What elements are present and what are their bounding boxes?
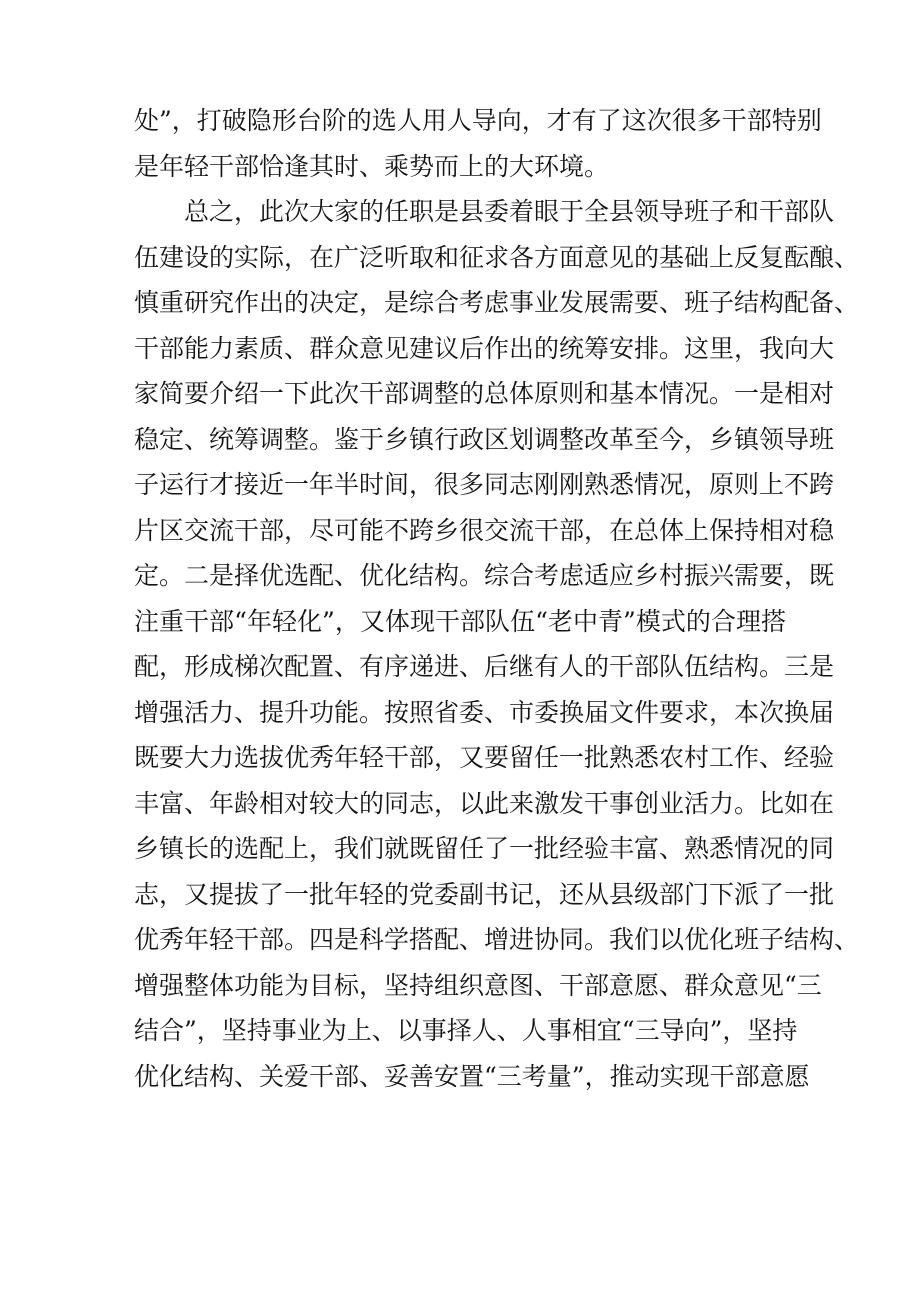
text-line: 慎重研究作出的决定，是综合考虑事业发展需要、班子结构配备、 [134, 288, 860, 317]
text-line: 是年轻干部恰逢其时、乘势而上的大环境。 [134, 151, 610, 181]
text-line: 注重干部“年轻化”，又体现干部队伍“老中青”模式的合理搭 [134, 606, 786, 636]
text-line: 配，形成梯次配置、有序递进、后继有人的干部队伍结构。三是 [134, 652, 835, 681]
text-line: 总之，此次大家的任职是县委着眼于全县领导班子和干部队 [184, 197, 835, 226]
text-line: 增强整体功能为目标，坚持组织意图、干部意愿、群众意见“三 [134, 970, 822, 1000]
text-line: 既要大力选拔优秀年轻干部，又要留任一批熟悉农村工作、经验 [134, 743, 835, 772]
paragraph-2 [134, 189, 860, 1145]
text-line: 处”，打破隐形台阶的选人用人导向，才有了这次很多干部特别 [134, 106, 822, 135]
text-line: 优秀年轻干部。四是科学搭配、增进协同。我们以优化班子结构、 [134, 925, 860, 954]
text-line: 乡镇长的选配上，我们就既留任了一批经验丰富、熟悉情况的同 [134, 834, 835, 863]
text-line: 片区交流干部，尽可能不跨乡很交流干部，在总体上保持相对稳 [134, 515, 835, 545]
text-line: 丰富、年龄相对较大的同志，以此来激发干事创业活力。比如在 [134, 788, 835, 818]
text-line: 稳定、统筹调整。鉴于乡镇行政区划调整改革至今，乡镇领导班 [134, 424, 835, 454]
text-line: 子运行才接近一年半时间，很多同志刚刚熟悉情况，原则上不跨 [134, 470, 835, 499]
text-line: 干部能力素质、群众意见建议后作出的统筹安排。这里，我向大 [134, 333, 835, 363]
text-line: 增强活力、提升功能。按照省委、市委换届文件要求，本次换届 [134, 697, 835, 727]
text-line [134, 1099, 786, 1145]
text-line: 志，又提拔了一批年轻的党委副书记，还从县级部门下派了一批 [134, 879, 835, 909]
text-line: 定。二是择优选配、优化结构。综合考虑适应乡村振兴需要，既 [134, 561, 835, 590]
text-line: 结合”，坚持事业为上、以事择人、人事相宜“三导向”，坚持 [134, 1016, 798, 1045]
text-line: 优化结构、关爱干部、妥善安置“三考量”，推动实现干部意愿 [134, 1061, 810, 1091]
document-body [134, 98, 860, 1145]
text-line: 伍建设的实际，在广泛听取和征求各方面意见的基础上反复酝酿、 [134, 242, 860, 272]
paragraph-1 [134, 98, 822, 189]
text-line: 家简要介绍一下此次干部调整的总体原则和基本情况。一是相对 [134, 379, 835, 408]
